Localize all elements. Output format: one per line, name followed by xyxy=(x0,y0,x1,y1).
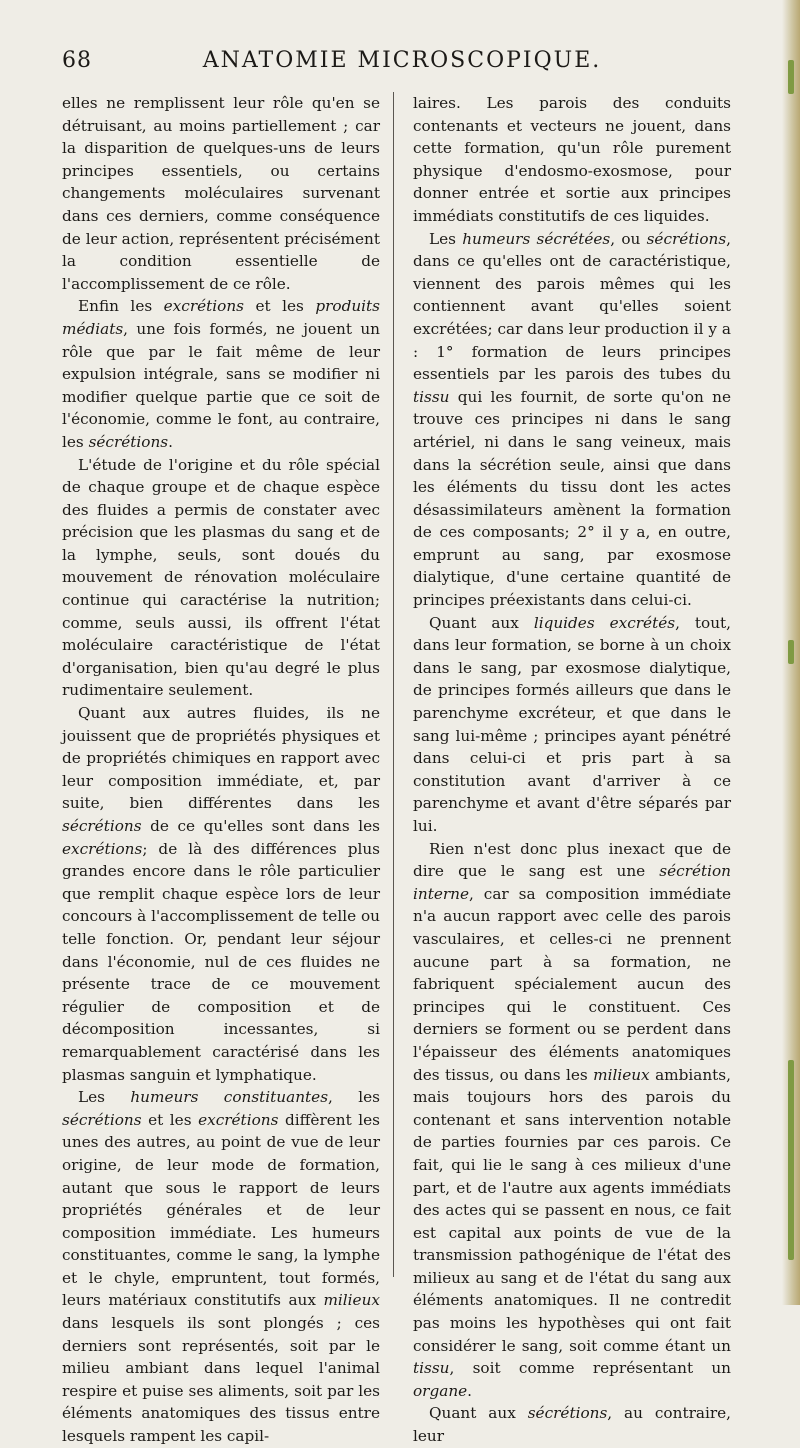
paragraph: Les humeurs sécrétées, ou sécrétions, dans ce qu'elles ont de caractéristique, viennent des parois mêmes qui les contiennent avant qu'elles soient excrétées; car dans leur production il y a : 1° formation de leurs principes essentiels par les parois des tubes du tissu qui les fournit, de sorte qu'on ne trouve ces principes ni dans le sang artériel, ni dans le sang veineux, mais dans la sécrétion seule, ainsi que dans les éléments du tissu dont les actes désassimilateurs amènent la formation de ces composants; 2° il y a, en outre, emprunt au sang, par exosmose dialytique, d'une certaine quantité de principes préexistants dans celui-ci. xyxy=(413,229,732,610)
right-column xyxy=(413,92,732,1446)
paragraph: Quant aux liquides excrétés, tout, dans leur formation, se borne à un choix dans le sang, par exosmose dialytique, de principes formés ailleurs que dans le parenchyme excréteur, et que dans le sang lui-même ; principes ayant pénétré dans celui-ci et pris part à sa constitution avant d'arriver à ce parenchyme et avant d'être séparés par lui. xyxy=(413,613,731,835)
paragraph: L'étude de l'origine et du rôle spécial de chaque groupe et de chaque espèce des fluides a permis de constater avec précision que les plasmas du sang et de la lymphe, seuls, sont doués du mouvement de rénovation moléculaire continue qui caractérise la nutrition; comme, seuls aussi, ils offrent l'état moléculaire caractéristique de l'état d'organisation, bien qu'au degré le plus rudimentaire seulement. xyxy=(62,455,380,700)
edge-mark xyxy=(788,1060,794,1260)
page-header xyxy=(62,48,742,78)
edge-mark xyxy=(788,640,794,664)
page-number: 68 xyxy=(62,48,92,73)
column-divider xyxy=(393,92,394,1277)
paragraph: elles ne remplissent leur rôle qu'en se détruisant, au moins partiellement ; car la disparition de quelques-uns de leurs principes essentiels, ou certains changements moléculaires survenant dans ces derniers, comme conséquence de leur action, représentent précisément la condition essentielle de l'accomplissement de ce rôle. xyxy=(62,94,380,293)
left-column xyxy=(62,92,380,1446)
paragraph: Quant aux sécrétions, au contraire, leur xyxy=(413,1404,731,1446)
edge-mark xyxy=(788,60,794,94)
paragraph: Rien n'est donc plus inexact que de dire que le sang est une sécrétion interne, car sa composition immédiate n'a aucun rapport avec celle des parois vasculaires, et celles-ci ne prennent aucune part à sa formation, ne fabriquent spécialement aucun des principes qui le constituent. Ces derniers se forment ou se perdent dans l'épaisseur des éléments anatomiques des tissus, ou dans les milieux ambiants, mais toujours hors des parois du contenant et sans intervention notable de parties fournies par ces parois. Ce fait, qui lie le sang à ces milieux d'une part, et de l'autre aux agents immédiats des actes qui se passent en nous, ce fait est capital aux points de vue de la transmission pathogénique de l'état des milieux au sang et de l'état du sang aux éléments anatomiques. Il ne contredit pas moins les hypothèses qui ont fait considérer le sang, soit comme étant un tissu, soit comme représentant un organe. xyxy=(413,839,731,1400)
paragraph: Les humeurs constituantes, les sécrétions et les excrétions diffèrent les unes des autres, au point de vue de leur origine, de leur mode de formation, autant que sous le rapport de leurs propriétés générales et de leur composition immédiate. Les humeurs constituantes, comme le sang, la lymphe et le chyle, empruntent, tout formés, leurs matériaux constitutifs aux milieux dans lesquels ils sont plongés ; ces derniers sont représentés, soit par le milieu ambiant dans lequel l'animal respire et puise ses aliments, soit par les éléments anatomiques des tissus entre lesquels rampent les capil- xyxy=(62,1088,380,1446)
running-title: ANATOMIE MICROSCOPIQUE. xyxy=(202,48,602,73)
paragraph: laires. Les parois des conduits contenants et vecteurs ne jouent, dans cette formation, qu'un rôle purement physique d'endosmo-exosmose, pour donner entrée et sortie aux principes immédiats constitutifs de ces liquides. xyxy=(413,94,731,225)
paragraph: Quant aux autres fluides, ils ne jouissent que de propriétés physiques et de propriétés chimiques en rapport avec leur composition immédiate, et, par suite, bien différentes dans les sécrétions de ce qu'elles sont dans les excrétions; de là des différences plus grandes encore dans le rôle particulier que remplit chaque espèce lors de leur concours à l'accomplissement de telle ou telle fonction. Or, pendant leur séjour dans l'économie, nul de ces fluides ne présente trace de ce mouvement régulier de composition et de décomposition incessantes, si remarquablement caractérisé dans les plasmas sanguin et lymphatique. xyxy=(62,704,380,1084)
page-edge xyxy=(782,0,800,1305)
paragraph: Enfin les excrétions et les produits médiats, une fois formés, ne jouent un rôle que par le fait même de leur expulsion intégrale, sans se modifier ni modifier quelque partie que ce soit de l'économie, comme le font, au contraire, les sécrétions. xyxy=(62,297,380,451)
